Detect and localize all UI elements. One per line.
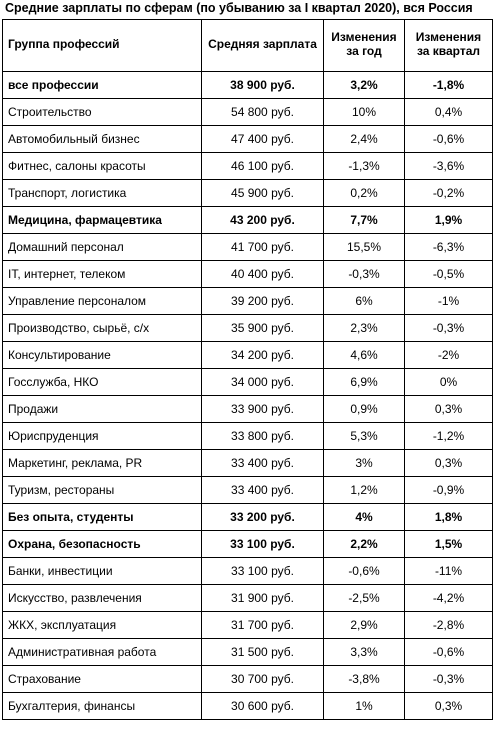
table-row [3,531,493,558]
cell-change-year: -0,3% [324,261,405,288]
cell-change-quarter: -0,9% [405,477,493,504]
cell-avg-salary: 39 200 руб. [202,288,324,315]
cell-profession-group: Управление персоналом [3,288,202,315]
cell-change-year: 7,7% [324,207,405,234]
cell-change-quarter: -1,2% [405,423,493,450]
cell-profession-group: Строительство [3,99,202,126]
cell-avg-salary: 33 400 руб. [202,450,324,477]
table-row [3,504,493,531]
cell-change-quarter: -0,2% [405,180,493,207]
table-row [3,423,493,450]
cell-avg-salary: 45 900 руб. [202,180,324,207]
cell-avg-salary: 34 000 руб. [202,369,324,396]
cell-change-quarter: -0,6% [405,639,493,666]
table-row [3,234,493,261]
cell-change-quarter: -2% [405,342,493,369]
cell-change-quarter: -0,3% [405,666,493,693]
table-row [3,369,493,396]
table-row [3,396,493,423]
cell-change-quarter: 0,3% [405,693,493,720]
cell-profession-group: Банки, инвестиции [3,558,202,585]
cell-avg-salary: 47 400 руб. [202,126,324,153]
page-title: Средние зарплаты по сферам (по убыванию за I квартал 2020), вся Россия [5,1,473,15]
cell-profession-group: ЖКХ, эксплуатация [3,612,202,639]
table-row [3,180,493,207]
cell-change-quarter: -0,3% [405,315,493,342]
cell-change-year: 4,6% [324,342,405,369]
cell-change-year: 5,3% [324,423,405,450]
cell-profession-group: Без опыта, студенты [3,504,202,531]
cell-avg-salary: 33 100 руб. [202,558,324,585]
cell-change-quarter: 0,3% [405,396,493,423]
table-body [3,72,493,720]
cell-profession-group: Производство, сырьё, с/х [3,315,202,342]
table-row [3,693,493,720]
cell-change-quarter: 0% [405,369,493,396]
table-row [3,450,493,477]
cell-change-year: 1% [324,693,405,720]
cell-avg-salary: 33 200 руб. [202,504,324,531]
table-row [3,558,493,585]
cell-change-year: -2,5% [324,585,405,612]
cell-change-year: 3,2% [324,72,405,99]
cell-avg-salary: 34 200 руб. [202,342,324,369]
cell-change-year: 2,4% [324,126,405,153]
cell-profession-group: Транспорт, логистика [3,180,202,207]
table-row [3,477,493,504]
header-avg-salary: Средняя зарплата [202,20,324,72]
cell-profession-group: IT, интернет, телеком [3,261,202,288]
table-row [3,666,493,693]
table-row [3,207,493,234]
cell-profession-group: Охрана, безопасность [3,531,202,558]
cell-change-year: 1,2% [324,477,405,504]
cell-profession-group: Бухгалтерия, финансы [3,693,202,720]
cell-change-year: 10% [324,99,405,126]
cell-change-quarter: -11% [405,558,493,585]
cell-profession-group: Туризм, рестораны [3,477,202,504]
cell-avg-salary: 38 900 руб. [202,72,324,99]
cell-change-quarter: -0,6% [405,126,493,153]
cell-change-year: 3,3% [324,639,405,666]
cell-change-year: 3% [324,450,405,477]
cell-change-year: 4% [324,504,405,531]
table-row [3,315,493,342]
cell-avg-salary: 33 800 руб. [202,423,324,450]
cell-change-year: 2,9% [324,612,405,639]
cell-avg-salary: 33 900 руб. [202,396,324,423]
cell-profession-group: Фитнес, салоны красоты [3,153,202,180]
cell-change-quarter: 1,5% [405,531,493,558]
cell-profession-group: Страхование [3,666,202,693]
cell-avg-salary: 35 900 руб. [202,315,324,342]
table-row [3,612,493,639]
cell-avg-salary: 31 700 руб. [202,612,324,639]
cell-avg-salary: 40 400 руб. [202,261,324,288]
cell-avg-salary: 41 700 руб. [202,234,324,261]
cell-profession-group: Домашний персонал [3,234,202,261]
cell-change-year: 6% [324,288,405,315]
table-row [3,72,493,99]
table-row [3,126,493,153]
cell-change-year: 15,5% [324,234,405,261]
table-row [3,639,493,666]
cell-change-year: -3,8% [324,666,405,693]
cell-avg-salary: 33 100 руб. [202,531,324,558]
cell-avg-salary: 43 200 руб. [202,207,324,234]
cell-change-year: 2,2% [324,531,405,558]
cell-profession-group: Консультирование [3,342,202,369]
cell-change-quarter: 1,9% [405,207,493,234]
header-group: Группа профессий [3,20,202,72]
cell-change-quarter: 1,8% [405,504,493,531]
cell-change-quarter: -1% [405,288,493,315]
table-row [3,288,493,315]
header-change-year: Изменения за год [324,20,405,72]
cell-profession-group: Маркетинг, реклама, PR [3,450,202,477]
cell-profession-group: Медицина, фармацевтика [3,207,202,234]
cell-change-quarter: -1,8% [405,72,493,99]
cell-avg-salary: 31 900 руб. [202,585,324,612]
cell-profession-group: Продажи [3,396,202,423]
cell-change-quarter: -2,8% [405,612,493,639]
cell-avg-salary: 33 400 руб. [202,477,324,504]
header-row [3,20,493,72]
cell-avg-salary: 30 600 руб. [202,693,324,720]
table-row [3,585,493,612]
cell-change-year: 0,9% [324,396,405,423]
cell-profession-group: Госслужба, НКО [3,369,202,396]
cell-change-quarter: 0,3% [405,450,493,477]
table-header [3,20,493,72]
cell-change-quarter: 0,4% [405,99,493,126]
cell-change-quarter: -4,2% [405,585,493,612]
table-row [3,261,493,288]
cell-change-year: 0,2% [324,180,405,207]
table-row [3,99,493,126]
cell-change-quarter: -0,5% [405,261,493,288]
cell-avg-salary: 54 800 руб. [202,99,324,126]
cell-change-year: 6,9% [324,369,405,396]
cell-avg-salary: 30 700 руб. [202,666,324,693]
table-row [3,342,493,369]
cell-profession-group: все профессии [3,72,202,99]
header-change-quarter: Изменения за квартал [405,20,493,72]
table-row [3,153,493,180]
salary-table [2,19,493,720]
cell-profession-group: Искусство, развлечения [3,585,202,612]
cell-change-year: 2,3% [324,315,405,342]
cell-change-quarter: -6,3% [405,234,493,261]
cell-change-quarter: -3,6% [405,153,493,180]
cell-profession-group: Юриспруденция [3,423,202,450]
cell-profession-group: Административная работа [3,639,202,666]
cell-profession-group: Автомобильный бизнес [3,126,202,153]
cell-change-year: -0,6% [324,558,405,585]
cell-avg-salary: 46 100 руб. [202,153,324,180]
cell-avg-salary: 31 500 руб. [202,639,324,666]
cell-change-year: -1,3% [324,153,405,180]
